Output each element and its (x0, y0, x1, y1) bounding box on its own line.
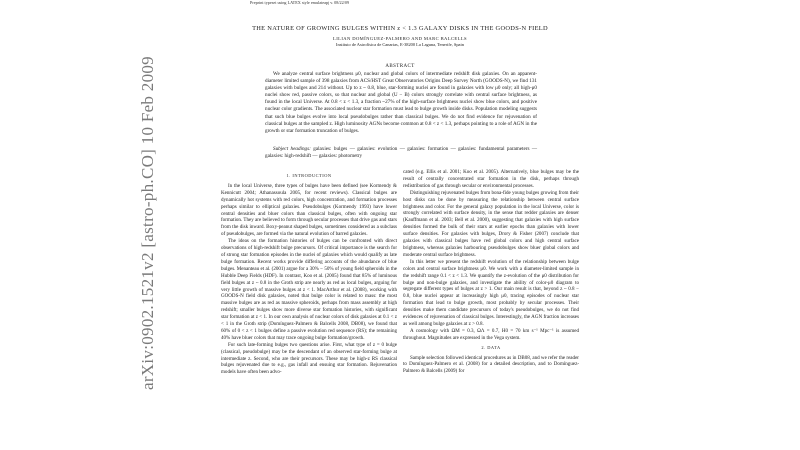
intro-paragraph-2: The ideas on the formation histories of bulges can be confronted with direct observations of high-redshift bulge precursors. Of critical importance is the search for of strong star formation episodes in the nuclei of galaxies which would qualify as late bulge formation. Recent works provide differing accounts of the abundance of blue bulges. Menanteau et al. (2001) argue for a 30% − 50% of young field spheroids in the Hubble Deep Fields (HDF). In contrast, Koo et al. (2005) found that 85% of luminous field bulges at z ~ 0.8 in the Groth strip are nearly as red as local bulges, arguing for very little growth of massive bulges at z < 1. MacArthur et al. (2008), working with GOODS-N field disk galaxies, noted that bulge color is related to mass: the most massive bulges are as red as massive spheroids, perhaps from mass assembly at high redshift; smaller bulges show more diverse star formation histories, with significant star formation at z < 1. In our own analysis of nuclear colors of disk galaxies at 0.1 < z < 1 in the Groth strip (Domínguez-Palmero & Balcells 2008, DB08), we found that 60% of 0 < z < 1 bulges define a passive evolution red sequence (RS); the remaining 40% have bluer colors that may trace ongoing bulge formation/growth. (221, 238, 397, 341)
paper-authors: LILIAN DOMÍNGUEZ-PALMERO AND MARC BALCELLS (332, 36, 468, 41)
intro-paragraph-3: For such late-forming bulges two questions arise. First, what type of z = 0 bulge (classical, pseudobulge) may be the descendant of an observed star-forming bulge at intermediate z. Second, who are their precursors. These may be high-z RS classical bulges rejuvenated due to e.g., gas infall and ensuing star formation. Rejuvenation models have often been advo- (221, 341, 397, 376)
right-gutter (585, 0, 800, 450)
preprint-header: Preprint typeset using LATEX style emulateapj v. 08/22/09 (250, 0, 350, 5)
paper-page (215, 0, 585, 450)
paper-affiliation: Instituto de Astrofísica de Canarias, E-38200 La Laguna, Tenerife, Spain (336, 42, 464, 47)
subject-body: galaxies: bulges — galaxies: evolution — galaxies: formation — galaxies: fundamental parameters — galaxies: high-redshift — galaxies: photometry (265, 146, 537, 160)
arxiv-stamp: arXiv:0902.1521v2 [astro-ph.CO] 10 Feb 2009 (138, 56, 157, 390)
subject-headings (265, 146, 537, 160)
right-paragraph-4: A cosmology with ΩM = 0.3, ΩΛ = 0.7, H0 = 70 km s⁻¹ Mpc⁻¹ is assumed throughout. Magnitudes are expressed in the Vega system. (403, 327, 579, 341)
right-column (403, 169, 579, 375)
abstract-heading: ABSTRACT (385, 64, 415, 69)
data-paragraph-1: Sample selection followed identical procedures as in DB08, and we refer the reader to Domínguez-Palmero et al. (2008) for a detailed description, and to Domínguez-Palmero & Balcells (2009) for (403, 354, 579, 375)
right-paragraph-1: cated (e.g. Ellis et al. 2001; Koo et al. 2005). Alternatively, blue bulges may be the result of centrally concentrated star formation in the disk, perhaps through redistribution of gas through secular or environmental processes. (403, 169, 579, 189)
section-introduction-heading: 1. INTRODUCTION (286, 173, 332, 178)
abstract-body: We analyze central surface brightness μ0, nuclear and global colors of intermediate redshift disk galaxies. On an apparent-diameter limited sample of 398 galaxies from ACS/HST Great Observatories Origins Deep Survey North (GOODS-N), we find 131 galaxies with bulges and 214 without. Up to z ~ 0.8, blue, star-forming nuclei are found in galaxies with low μ0 only; all high-μ0 nuclei show red, passive colors, so that nuclear and global (U − B) colors strongly correlate with central surface brightness, as found in the local Universe. At 0.8 < z < 1.3, a fraction ~27% of the high-surface brightness nuclei show blue colors, and positive nuclear color gradients. The associated nuclear star formation must lead to bulge growth inside disks. Population modeling suggests that such blue bulges evolve into local pseudobulges rather than classical bulges. We do not find evidence for rejuvenation of classical bulges at the sampled z. High luminosity AGNs become common at 0.8 < z < 1.3, perhaps pointing to a role of AGN in the growth or star formation truncation of bulges. (265, 71, 537, 134)
paper-title: THE NATURE OF GROWING BULGES WITHIN z < 1.3 GALAXY DISKS IN THE GOODS-N FIELD (252, 25, 548, 32)
right-paragraph-3: In this letter we present the redshift evolution of the relationship between bulge colors and central surface brightness μ0. We work with a diameter-limited sample in the redshift range 0.1 < z < 1.3. We quantify the z-evolution of the μ0 distribution for bulge and non-bulge galaxies, and investigate the ability of color-μ0 diagram to segregate different types of bulges at z > 1. Our main result is that, beyond z ~ 0.8 − 0.8, blue nuclei appear at increasingly high μ0, tracing episodes of nuclear star formation that lead to bulge growth, most probably by secular processes. Their densities make them candidate precursors of today's pseudobulges, we do not find evidences of rejuvenation of classical bulges. Interestingly, the AGN fraction increases as well among bulge galaxies at z > 0.8. (403, 258, 579, 327)
intro-paragraph-1: In the local Universe, three types of bulges have been defined (see Kormendy & Kennicutt 2004; Athanassoula 2005, for recent reviews). Classical bulges are dynamically hot systems with red colors, high concentration, and formation processes perhaps similar to elliptical galaxies. Pseudobulges (Kormendy 1993) have lower central densities and bluer colors than classical bulges, often with ongoing star formation. They are believed to form through secular processes that drive gas and stars from the disk inward. Boxy-peanut shaped bulges, sometimes considered as a subclass of pseudobulges, are formed via the natural evolution of barred galaxies. (221, 182, 397, 238)
section-data-heading: 2. DATA (481, 344, 501, 350)
left-gutter (0, 0, 215, 450)
subject-label: Subject headings: (273, 146, 311, 152)
left-column (221, 170, 397, 376)
right-paragraph-2: Distinguishing rejuvenated bulges from bona-fide young bulges growing from their host disks can be done by measuring the relationship between central surface brightness and color. For the general galaxy population in the local Universe, color is strongly correlated with surface density, in the sense that redder galaxies are denser (Kauffmann et al. 2003; Bell et al. 2000), suggesting that galaxies with high surface densities formed the bulk of their stars at earlier epochs than galaxies with lower surface densities. For galaxies with bulges, Drory & Fisher (2007) conclude that galaxies with classical bulges have red global colors and high central surface brightness, whereas galaxies harbouring pseudobulges show bluer global colors and moderate central surface brightness. (403, 189, 579, 258)
